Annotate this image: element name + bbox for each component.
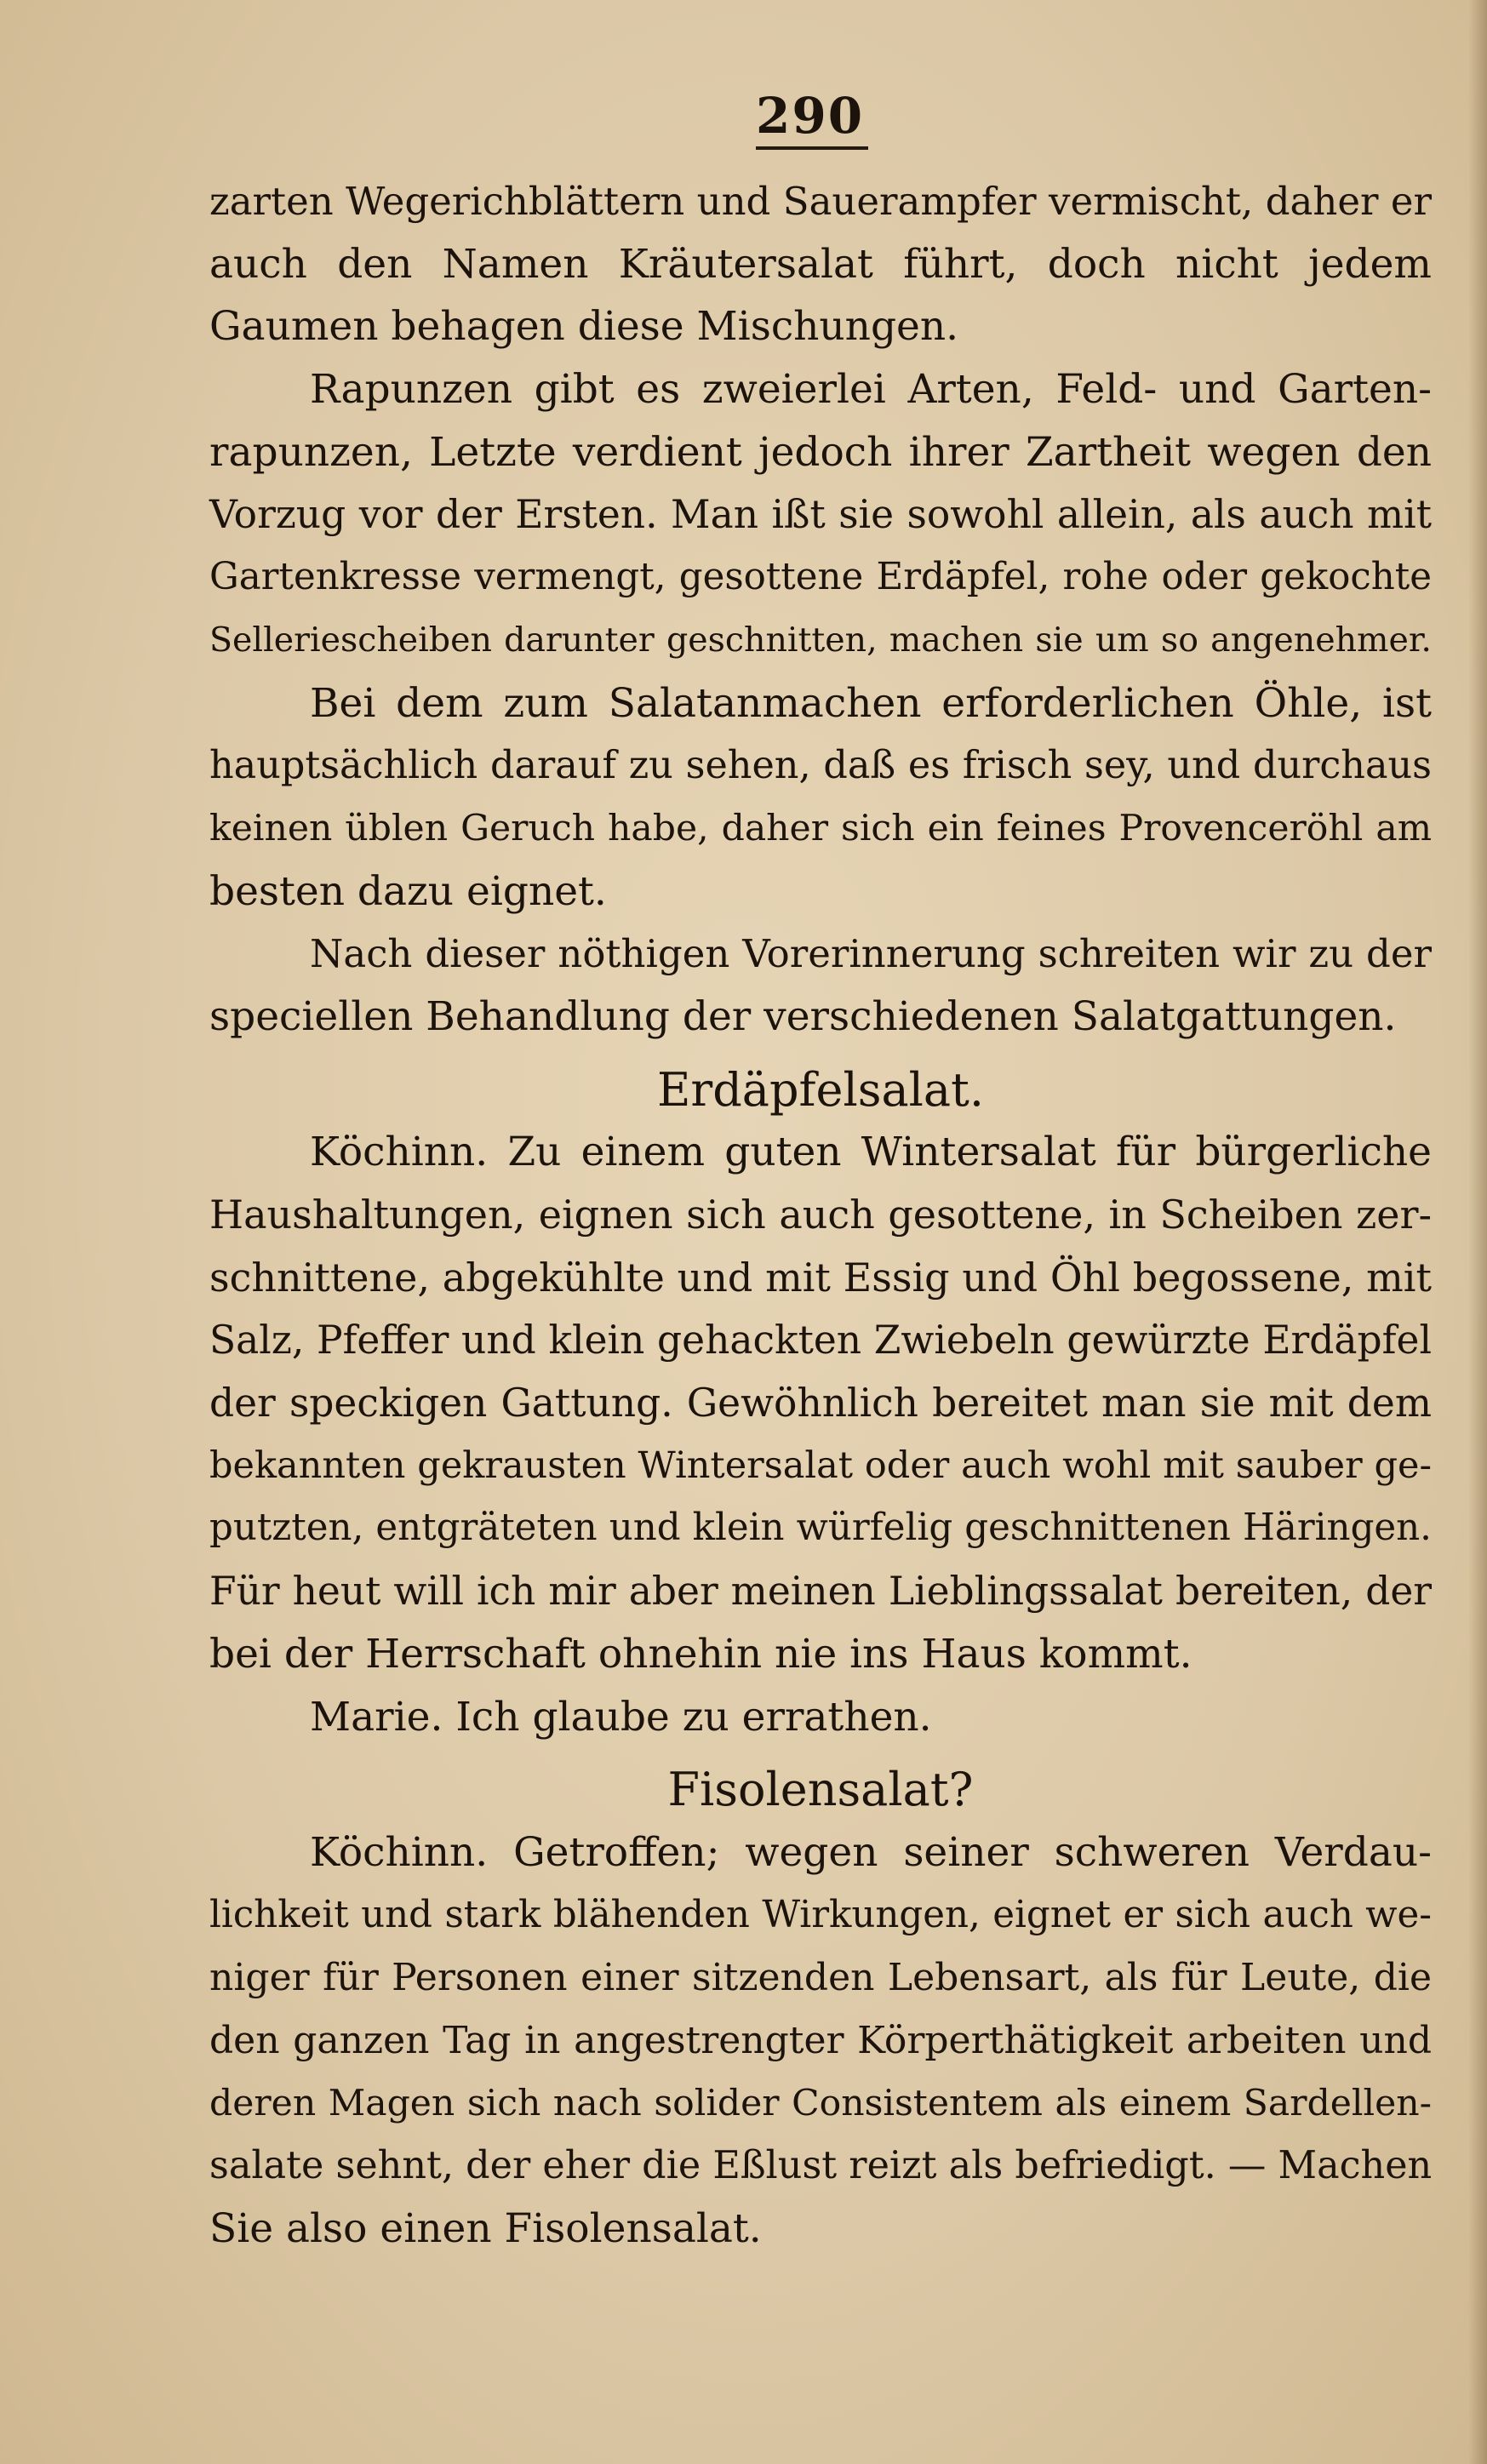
text-line: Gartenkresse vermengt, gesottene Erdäpfel, rohe oder gekochte: [209, 556, 1432, 599]
page-body: [209, 170, 1432, 2261]
page-number: 290: [756, 87, 865, 145]
text-line: deren Magen sich nach solider Consistentem als einem Sardellen-: [209, 2082, 1432, 2124]
text-line: bekannten gekrausten Wintersalat oder auch wohl mit sauber ge-: [209, 1444, 1432, 1487]
text-line: den ganzen Tag in angestrengter Körperthätigkeit arbeiten und: [209, 2018, 1432, 2062]
text-line: Nach dieser nöthigen Vorerinnerung schreiten wir zu der: [310, 931, 1432, 977]
text-line: Sie also einen Fisolensalat.: [209, 2205, 762, 2252]
text-line: niger für Personen einer sitzenden Lebensart, als für Leute, die: [209, 1956, 1432, 2000]
text-line: speciellen Behandlung der verschiedenen Salatgattungen.: [209, 992, 1397, 1040]
text-line: Köchinn. Zu einem guten Wintersalat für bürgerliche: [310, 1129, 1432, 1176]
text-line: besten dazu eignet.: [209, 867, 607, 915]
section-heading: Erdäpfelsalat.: [656, 1062, 984, 1117]
text-line: Marie. Ich glaube zu errathen.: [310, 1693, 932, 1741]
text-line: der speckigen Gattung. Gewöhnlich bereitet man sie mit dem: [209, 1381, 1432, 1426]
text-line: Vorzug vor der Ersten. Man ißt sie sowohl allein, als auch mit: [209, 492, 1432, 538]
text-line: Selleriescheiben darunter geschnitten, machen sie um so angenehmer.: [209, 620, 1432, 660]
page-edge-shadow: [1468, 0, 1487, 2464]
text-line: putzten, entgräteten und klein würfelig geschnittenen Häringen.: [209, 1506, 1432, 1550]
text-line: Köchinn. Getroffen; wegen seiner schweren Verdau-: [310, 1828, 1432, 1876]
text-line: Bei dem zum Salatanmachen erforderlichen Öhle, ist: [310, 679, 1432, 727]
text-line: schnittene, abgekühlte und mit Essig und Öhl begossene, mit: [209, 1254, 1432, 1301]
text-line: zarten Wegerichblättern und Sauerampfer vermischt, daher er: [209, 179, 1432, 224]
text-line: salate sehnt, der eher die Eßlust reizt als befriedigt. — Machen: [209, 2144, 1433, 2188]
text-line: Gaumen behagen diese Mischungen.: [209, 303, 959, 351]
text-line: keinen üblen Geruch habe, daher sich ein feines Provenceröhl am: [209, 807, 1432, 849]
section-heading: Fisolensalat?: [667, 1763, 974, 1817]
text-line: Für heut will ich mir aber meinen Lieblingssalat bereiten, der: [209, 1569, 1432, 1615]
page-number-rule: [756, 146, 868, 150]
text-line: rapunzen, Letzte verdient jedoch ihrer Zartheit wegen den: [209, 428, 1432, 476]
text-line: hauptsächlich darauf zu sehen, daß es frisch sey, und durchaus: [209, 744, 1432, 788]
text-line: bei der Herrschaft ohnehin nie ins Haus kommt.: [209, 1630, 1192, 1678]
text-line: lichkeit und stark blähenden Wirkungen, eignet er sich auch we-: [209, 1893, 1432, 1936]
text-line: Haushaltungen, eignen sich auch gesottene, in Scheiben zer-: [209, 1192, 1432, 1238]
text-line: Salz, Pfeffer und klein gehackten Zwiebeln gewürzte Erdäpfel: [209, 1318, 1432, 1363]
text-line: auch den Namen Kräutersalat führt, doch nicht jedem: [209, 240, 1432, 288]
text-line: Rapunzen gibt es zweierlei Arten, Feld- und Garten-: [310, 366, 1432, 414]
